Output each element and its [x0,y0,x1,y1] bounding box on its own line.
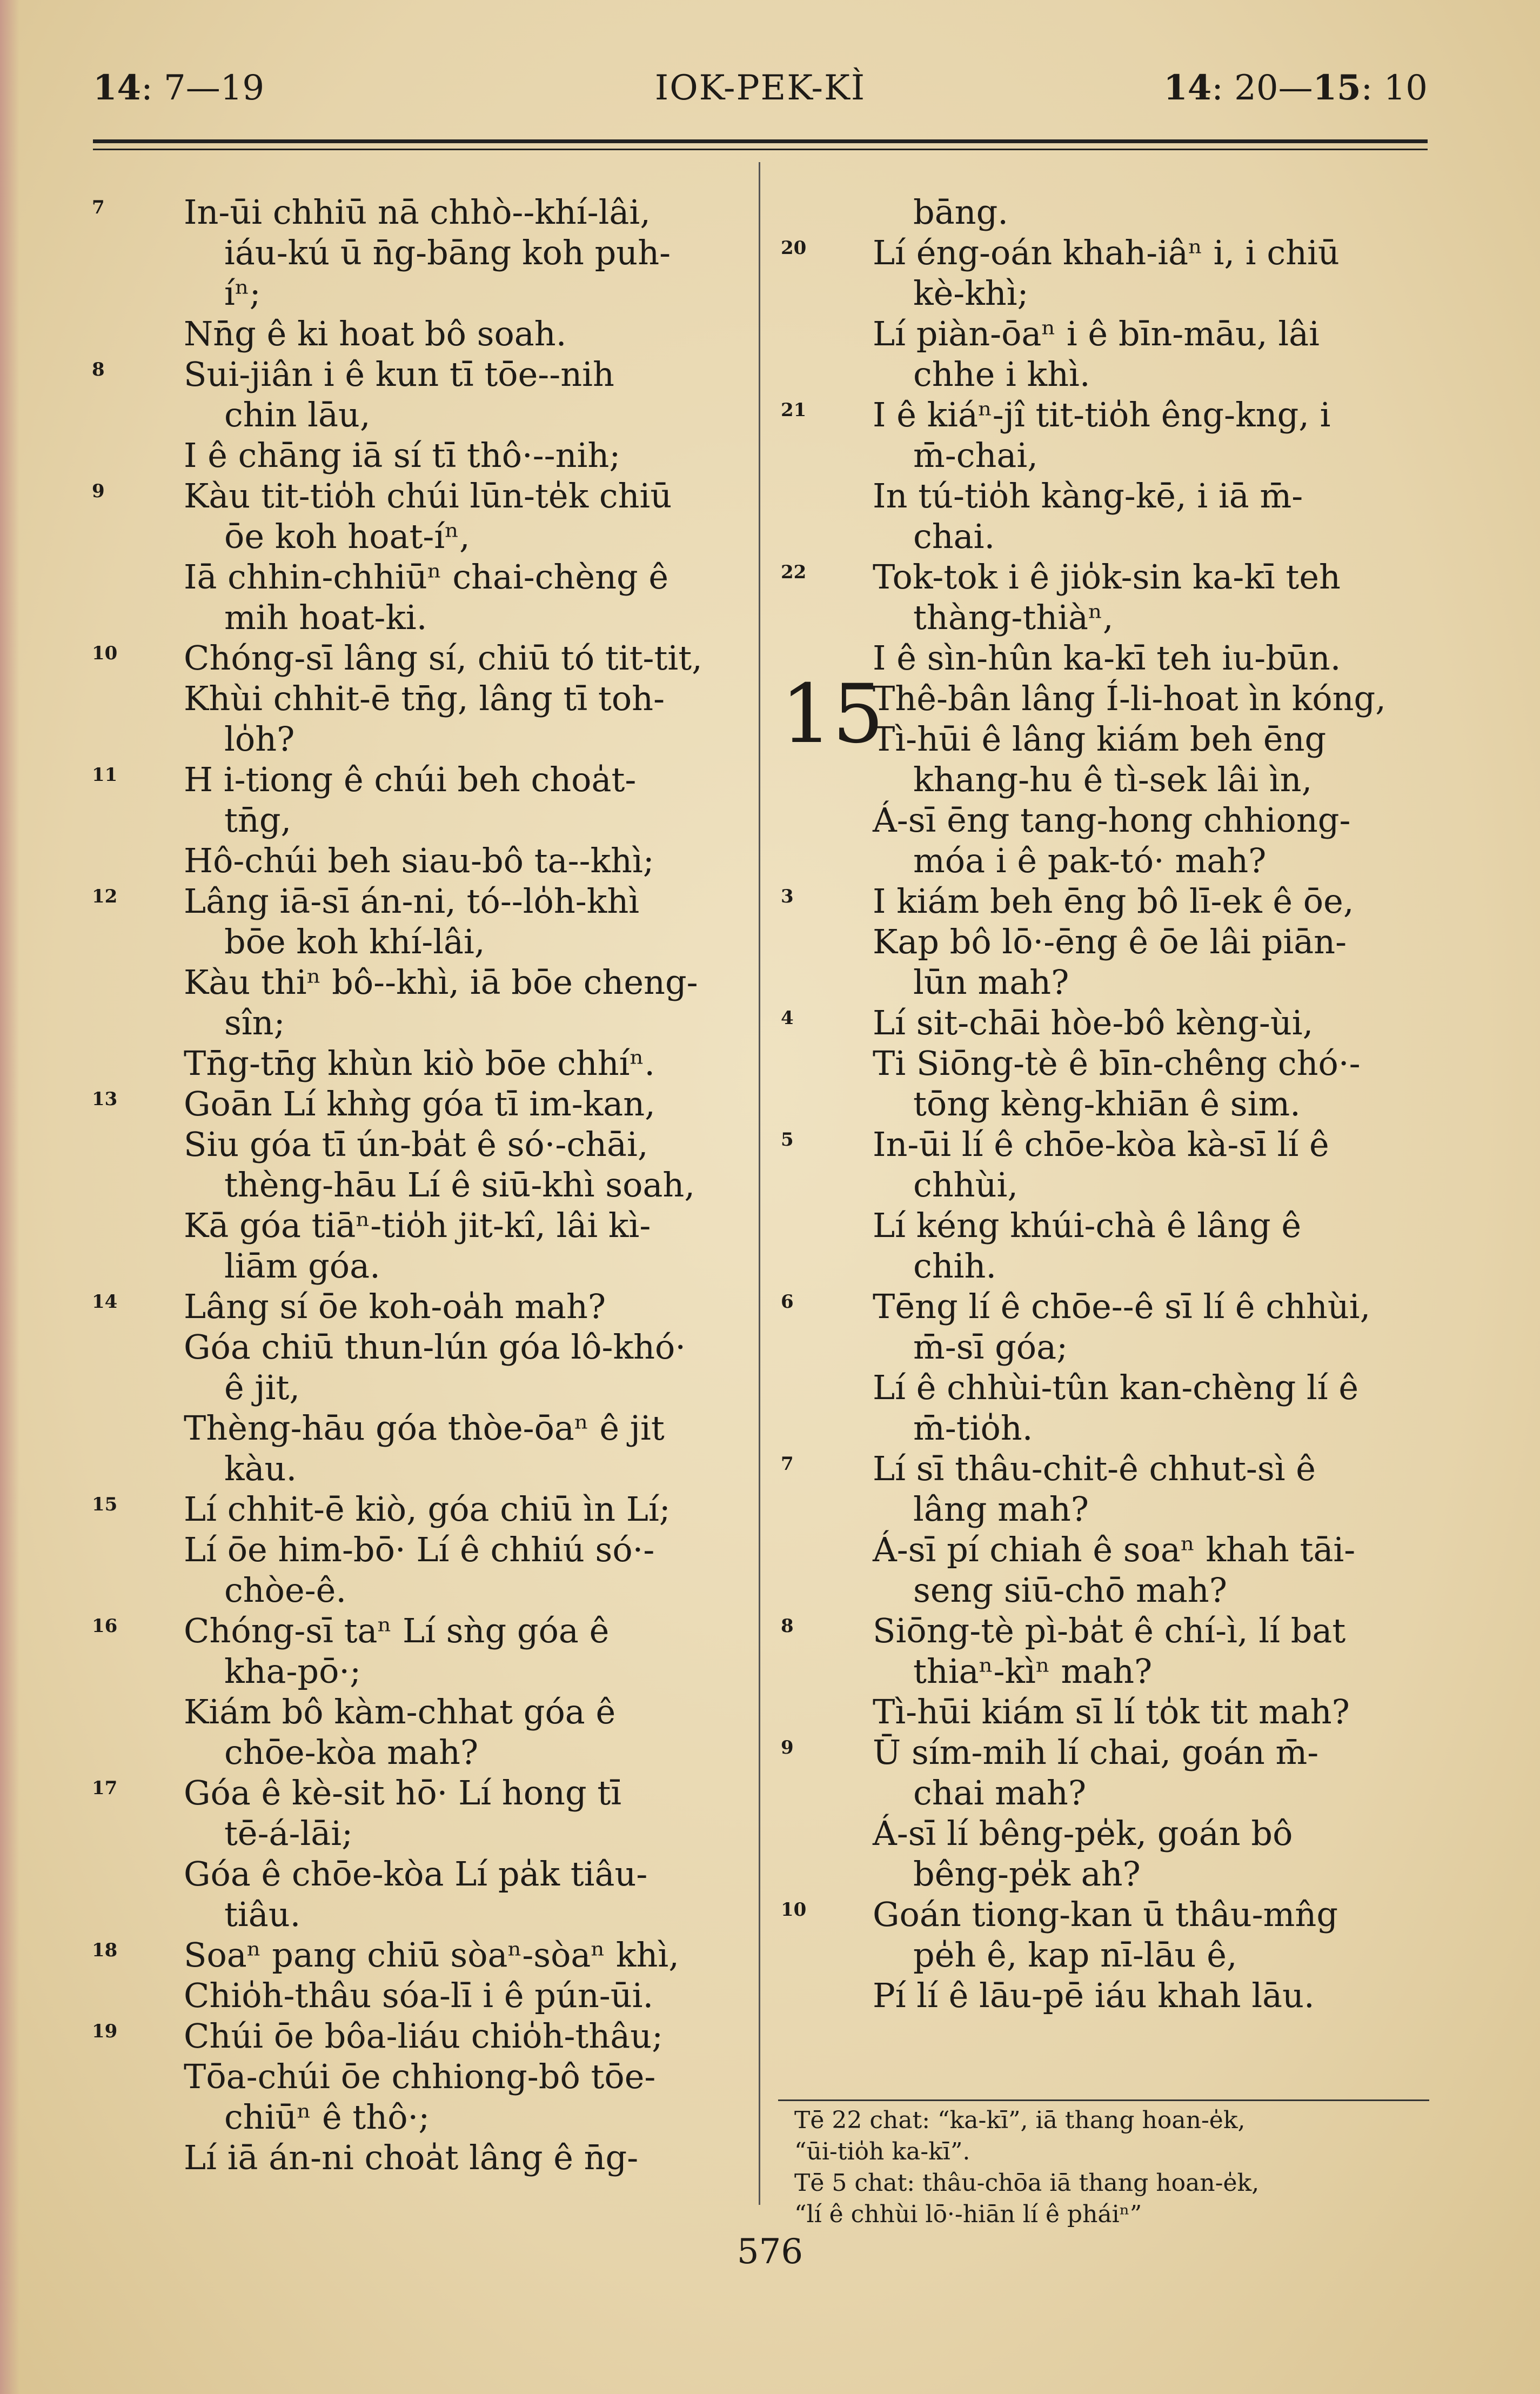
verse-line [781,1286,1429,1327]
verse-text: Chio̍h-thâu sóa-lī i ê pún-ūi. [184,1976,654,2015]
verse-text: Lí chhit-ē kiò, góa chiū ìn Lí; [184,1489,671,1529]
verse-number: 11 [92,764,118,786]
verse-text: chiūⁿ ê thô·; [224,2097,430,2137]
verse-text: chai mah? [913,1773,1087,1813]
verse-text: I kiám beh ēng bô lī-ek ê ōe, [873,881,1354,921]
verse-line [92,1529,740,1570]
verse-line [781,1084,1429,1124]
verse-line [92,1286,740,1327]
verse-line [92,1246,740,1286]
verse-text: Hô-chúi beh siau-bô ta--khì; [184,841,654,880]
verse-text: bōe koh khí-lâi, [224,922,485,961]
verse-number: 21 [781,399,807,421]
verse-text: thiaⁿ-kìⁿ mah? [913,1651,1153,1691]
header-right-chapter-a: 14 [1163,68,1212,108]
verse-text: Ti Siōng-tè ê bīn-chêng chó·- [873,1044,1361,1083]
verse-text: Lí iā án-ni choa̍t lâng ê n̄g- [184,2138,639,2177]
header-right-range-a: : 20— [1211,68,1313,108]
verse-line [781,1529,1429,1570]
verse-text: Sui-jiân i ê kun tī tōe--nih [184,355,614,394]
verse-line [92,1854,740,1894]
verse-line [92,962,740,1002]
verse-line [92,232,740,273]
verse-number: 10 [781,1899,807,1921]
verse-text: In-ūi lí ê chōe-kòa kà-sī lí ê [873,1125,1329,1164]
verse-text: Á-sī pí chiah ê soaⁿ khah tāi- [873,1530,1356,1569]
verse-line [92,1489,740,1529]
verse-text: thàng-thiàⁿ, [913,598,1114,637]
verse-line [781,1367,1429,1408]
verse-number: 7 [781,1453,794,1475]
verse-text: liām góa. [224,1246,380,1286]
verse-number: 22 [781,561,807,583]
verse-line [781,1854,1429,1894]
verse-line [92,1205,740,1246]
verse-number: 5 [781,1129,794,1151]
verse-text: mih hoat-ki. [224,598,427,637]
verse-text: bêng-pe̍k ah? [913,1854,1141,1894]
verse-line [781,1610,1429,1651]
verse-line [781,759,1429,800]
verse-text: H i-tiong ê chúi beh choa̍t- [184,760,637,799]
verse-text: In tú-tio̍h kàng-kē, i iā m̄- [873,476,1303,516]
verse-text: Goān Lí khǹg góa tī im-kan, [184,1084,655,1124]
left-column [92,192,740,2178]
verse-text: móa i ê pak-tó· mah? [913,841,1267,880]
verse-line [781,881,1429,921]
verse-text: tn̄g, [224,800,292,840]
verse-text: chhe i khì. [913,355,1090,394]
verse-number: 16 [92,1615,118,1637]
verse-text: I ê chāng iā sí tī thô·--nih; [184,436,621,475]
verse-line [92,800,740,840]
verse-line [92,638,740,678]
verse-text: Nn̄g ê ki hoat bô soah. [184,314,567,353]
verse-text: Tēng lí ê chōe--ê sī lí ê chhùi, [873,1287,1371,1326]
verse-text: Lí kéng khúi-chà ê lâng ê [873,1206,1302,1245]
verse-line [781,962,1429,1002]
verse-text: Iā chhin-chhiūⁿ chai-chèng ê [184,557,669,597]
verse-text: kàu. [224,1449,297,1488]
verse-text: Lâng sí ōe koh-oa̍h mah? [184,1287,606,1326]
verse-line [92,1448,740,1489]
verse-line [92,881,740,921]
verse-text: chin lāu, [224,395,371,434]
verse-line [781,1489,1429,1529]
verse-line [92,1002,740,1043]
verse-line [781,435,1429,476]
verse-line [92,273,740,313]
verse-text: Chóng-sī lâng sí, chiū tó tit-tit, [184,638,702,678]
verse-text: íⁿ; [224,273,261,313]
verse-line [92,1327,740,1367]
footnote-line: “ūi-tio̍h ka-kī”. [794,2138,970,2165]
verse-number: 8 [92,359,105,380]
verse-line [781,1894,1429,1935]
verse-line [92,1124,740,1165]
verse-text: Góa chiū thun-lún góa lô-khó· [184,1327,686,1367]
verse-line [92,192,740,232]
verse-line [92,516,740,557]
verse-text: ōe koh hoat-íⁿ, [224,517,470,556]
right-column [781,192,1429,2016]
verse-line [781,516,1429,557]
verse-text: Kiám bô kàm-chhat góa ê [184,1692,616,1731]
verse-number: 3 [781,886,794,907]
verse-line [781,1408,1429,1448]
header-right-chapter-b: 15 [1313,68,1361,108]
verse-text: m̄-tio̍h. [913,1408,1033,1448]
verse-line [92,1043,740,1084]
verse-text: Lí piàn-ōaⁿ i ê bīn-māu, lâi [873,314,1320,353]
verse-line [781,597,1429,638]
header-left-chapter: 14 [93,68,142,108]
verse-text: Pí lí ê lāu-pē iáu khah lāu. [873,1976,1315,2015]
header-right-range-b: : 10 [1361,68,1428,108]
verse-text: Kàu thiⁿ bô--khì, iā bōe cheng- [184,962,698,1002]
verse-line [92,2097,740,2137]
chapter-number: 15 [781,667,884,761]
verse-line [92,1691,740,1732]
footnote-line: “lí ê chhùi lō·-hiān lí ê pháiⁿ” [794,2201,1142,2228]
verse-text: chòe-ê. [224,1570,347,1610]
verse-text: Chúi ōe bôa-liáu chio̍h-thâu; [184,2016,664,2056]
verse-text: Kap bô lō·-ēng ê ōe lâi piān- [873,922,1347,961]
verse-number: 4 [781,1007,794,1029]
verse-text: khang-hu ê tì-sek lâi ìn, [913,760,1313,799]
verse-text: Tōa-chúi ōe chhiong-bô tōe- [184,2057,656,2096]
verse-line [92,1975,740,2016]
verse-number: 10 [92,643,118,664]
verse-number: 18 [92,1940,118,1961]
verse-number: 12 [92,886,118,907]
verse-line [781,1935,1429,1975]
page-edge-stain [0,0,19,2394]
verse-line [781,1205,1429,1246]
footnotes [794,2105,1432,2230]
verse-line [781,394,1429,435]
verse-text: Siu góa tī ún-ba̍t ê só·-chāi, [184,1125,648,1164]
verse-text: chōe-kòa mah? [224,1733,479,1772]
verse-text: Thèng-hāu góa thòe-ōaⁿ ê jit [184,1408,665,1448]
verse-text: Tok-tok i ê jio̍k-sin ka-kī teh [873,557,1341,597]
header-rule-thick [93,139,1428,143]
header-right-reference [1163,64,1428,112]
verse-number: 17 [92,1777,118,1799]
verse-text: lo̍h? [224,719,295,759]
verse-text: Lâng iā-sī án-ni, tó--lo̍h-khì [184,881,640,921]
verse-text: seng siū-chō mah? [913,1570,1227,1610]
verse-line [92,1165,740,1205]
verse-line [781,1246,1429,1286]
verse-number: 7 [92,197,105,218]
verse-line [781,1043,1429,1084]
verse-text: Soaⁿ pang chiū sòaⁿ-sòaⁿ khì, [184,1935,679,1975]
verse-line [781,273,1429,313]
verse-line [781,1002,1429,1043]
verse-text: m̄-sī góa; [913,1327,1068,1367]
footnote-line: Tē 22 chat: “ka-kī”, iā thang hoan-e̍k, [794,2107,1246,2134]
verse-text: tiâu. [224,1895,301,1934]
verse-line [781,921,1429,962]
verse-line [781,719,1429,759]
verse-line [781,476,1429,516]
verse-text: tē-á-lāi; [224,1814,353,1853]
verse-line [92,2137,740,2178]
verse-text: pe̍h ê, kap nī-lāu ê, [913,1935,1237,1975]
verse-line [781,1813,1429,1854]
verse-line [781,800,1429,840]
verse-line [92,1084,740,1124]
verse-text: Á-sī lí bêng-pe̍k, goán bô [873,1814,1293,1853]
verse-text: ê jit, [224,1368,300,1407]
verse-number: 19 [92,2021,118,2042]
verse-line [92,557,740,597]
verse-text: kè-khì; [913,273,1029,313]
verse-text: thèng-hāu Lí ê siū-khì soah, [224,1165,695,1205]
verse-text: Tì-hūi ê lâng kiám beh ēng [873,719,1327,759]
verse-line [781,1165,1429,1205]
verse-line [92,354,740,394]
verse-line [92,435,740,476]
book-title: IOK-PEK-KÌ [654,68,866,108]
verse-text: Lí sī thâu-chit-ê chhut-sì ê [873,1449,1316,1488]
verse-line [781,1651,1429,1691]
verse-text: Lí sit-chāi hòe-bô kèng-ùi, [873,1003,1314,1042]
verse-text: Kā góa tiāⁿ-tio̍h jit-kî, lâi kì- [184,1206,651,1245]
verse-text: bāng. [913,192,1008,232]
verse-line [781,1448,1429,1489]
verse-text: I ê sìn-hûn ka-kī teh iu-būn. [873,638,1341,678]
verse-text: chhùi, [913,1165,1019,1205]
verse-line [92,1367,740,1408]
verse-text: Á-sī ēng tang-hong chhiong- [873,800,1351,840]
verse-text: iáu-kú ū n̄g-bāng koh puh- [224,233,671,272]
verse-text: Góa ê chōe-kòa Lí pa̍k tiâu- [184,1854,648,1894]
verse-text: Lí ê chhùi-tûn kan-chèng lí ê [873,1368,1359,1407]
verse-line [92,1935,740,1975]
verse-text: chai. [913,517,995,556]
verse-line [781,1773,1429,1813]
verse-text: Tì-hūi kiám sī lí to̍k tit mah? [873,1692,1350,1731]
column-divider [759,162,760,2205]
verse-line [781,192,1429,232]
verse-number: 8 [781,1615,794,1637]
verse-line [92,1570,740,1610]
verse-number: 13 [92,1088,118,1110]
verse-line [92,1813,740,1854]
verse-line [92,2056,740,2097]
verse-line [92,394,740,435]
verse-text: Kàu tit-tio̍h chúi lūn-te̍k chiū [184,476,672,516]
verse-text: Ū sím-mih lí chai, goán m̄- [873,1733,1319,1772]
verse-line [92,759,740,800]
verse-number: 9 [92,480,105,502]
verse-line [92,678,740,719]
verse-line [92,1894,740,1935]
verse-text: Khùi chhit-ē tn̄g, lâng tī toh- [184,679,665,718]
verse-number: 15 [92,1494,118,1515]
verse-line [92,1408,740,1448]
verse-line [92,1651,740,1691]
verse-line [92,921,740,962]
verse-text: I ê kiáⁿ-jî tit-tio̍h êng-kng, i [873,395,1331,434]
verse-number: 9 [781,1737,794,1758]
verse-line [92,719,740,759]
footnote-line: Tē 5 chat: thâu-chōa iā thang hoan-e̍k, [794,2169,1260,2197]
verse-line [92,1610,740,1651]
verse-text: Siōng-tè pì-ba̍t ê chí-ì, lí bat [873,1611,1346,1650]
verse-line [781,232,1429,273]
verse-line [781,354,1429,394]
verse-line [92,1773,740,1813]
verse-text: Chóng-sī taⁿ Lí sǹg góa ê [184,1611,610,1650]
verse-text: In-ūi chhiū nā chhò--khí-lâi, [184,192,651,232]
verse-text: lūn mah? [913,962,1069,1002]
verse-text: kha-pō·; [224,1651,361,1691]
footnote-rule [778,2099,1429,2101]
verse-number: 14 [92,1291,118,1313]
verse-text: lâng mah? [913,1489,1089,1529]
verse-line [781,1732,1429,1773]
verse-line [92,840,740,881]
verse-line [92,597,740,638]
verse-text: Tn̄g-tn̄g khùn kiò bōe chhíⁿ. [184,1044,655,1083]
verse-number: 6 [781,1291,794,1313]
verse-line [781,1124,1429,1165]
verse-text: Lí ōe him-bō· Lí ê chhiú só·- [184,1530,655,1569]
page-number: 576 [736,2232,804,2272]
running-header [93,64,1428,112]
verse-line [781,313,1429,354]
verse-line [92,476,740,516]
verse-line [781,1975,1429,2016]
verse-line [781,557,1429,597]
header-left-range: : 7—19 [141,68,265,108]
verse-line [92,2016,740,2056]
verse-text: Thê-bân lâng Í-li-hoat ìn kóng, [873,679,1386,718]
verse-text: Goán tiong-kan ū thâu-mn̂g [873,1895,1338,1934]
header-rule-thin [93,149,1428,150]
verse-number: 20 [781,237,807,259]
verse-text: tōng kèng-khiān ê sim. [913,1084,1301,1124]
verse-line [781,840,1429,881]
verse-text: chih. [913,1246,997,1286]
verse-text: m̄-chai, [913,436,1038,475]
verse-line [92,313,740,354]
verse-line [781,1691,1429,1732]
verse-text: Lí éng-oán khah-iâⁿ i, i chiū [873,233,1340,272]
verse-line [781,1327,1429,1367]
verse-line [781,1570,1429,1610]
verse-text: Góa ê kè-sit hō· Lí hong tī [184,1773,622,1813]
verse-line [92,1732,740,1773]
verse-text: sîn; [224,1003,285,1042]
